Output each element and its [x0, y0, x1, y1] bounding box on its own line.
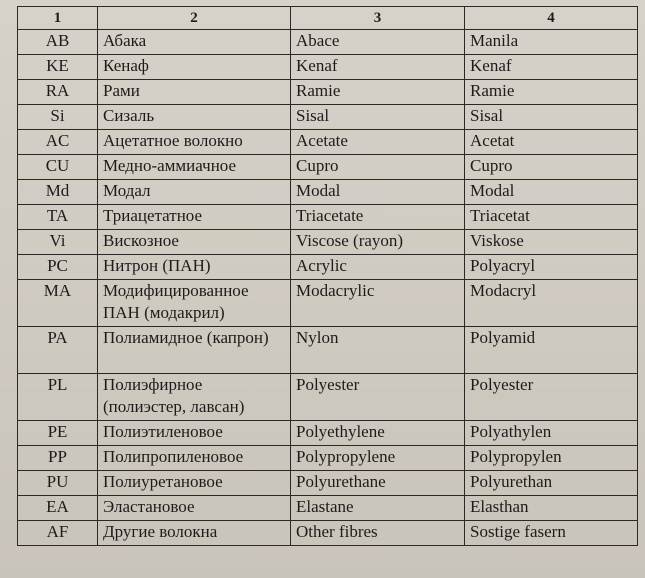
english-name: Modal [291, 180, 465, 205]
german-name: Viskose [465, 230, 638, 255]
russian-name: Рами [98, 80, 291, 105]
table-row [18, 30, 638, 55]
german-name: Kenaf [465, 55, 638, 80]
russian-name: Полиуретановое [98, 471, 291, 496]
fibre-code: MA [18, 280, 98, 327]
russian-name: Модал [98, 180, 291, 205]
table-row [18, 374, 638, 421]
fibre-code: Md [18, 180, 98, 205]
german-name: Triacetat [465, 205, 638, 230]
table-row [18, 496, 638, 521]
english-name: Polyester [291, 374, 465, 421]
german-name: Manila [465, 30, 638, 55]
german-name: Polyurethan [465, 471, 638, 496]
table-body [18, 30, 638, 546]
fibre-code: PC [18, 255, 98, 280]
russian-name: Кенаф [98, 55, 291, 80]
english-name: Acetate [291, 130, 465, 155]
english-name: Elastane [291, 496, 465, 521]
german-name: Elasthan [465, 496, 638, 521]
german-name: Polypropylen [465, 446, 638, 471]
fibre-code: PL [18, 374, 98, 421]
german-name: Polyacryl [465, 255, 638, 280]
english-name: Viscose (rayon) [291, 230, 465, 255]
english-name: Polyethylene [291, 421, 465, 446]
fibre-code: AB [18, 30, 98, 55]
table-row [18, 80, 638, 105]
german-name: Acetat [465, 130, 638, 155]
fibre-code: AF [18, 521, 98, 546]
german-name: Polyathylen [465, 421, 638, 446]
table-row [18, 155, 638, 180]
fibre-code: PA [18, 327, 98, 374]
fibre-code: TA [18, 205, 98, 230]
english-name: Polypropylene [291, 446, 465, 471]
fibre-code: Si [18, 105, 98, 130]
russian-name: Полипропиленовое [98, 446, 291, 471]
fibre-code: KE [18, 55, 98, 80]
english-name: Triacetate [291, 205, 465, 230]
table-row [18, 55, 638, 80]
header-row [18, 7, 638, 30]
fibre-code: EA [18, 496, 98, 521]
russian-name: Полиэфирное (полиэстер, лавсан) [98, 374, 291, 421]
english-name: Sisal [291, 105, 465, 130]
table-row [18, 446, 638, 471]
english-name: Cupro [291, 155, 465, 180]
column-header-1: 1 [18, 7, 98, 30]
english-name: Kenaf [291, 55, 465, 80]
german-name: Modacryl [465, 280, 638, 327]
german-name: Polyester [465, 374, 638, 421]
russian-name: Медно-аммиачное [98, 155, 291, 180]
fibre-codes-table [17, 6, 638, 546]
table-row [18, 471, 638, 496]
fibre-code: PU [18, 471, 98, 496]
german-name: Sisal [465, 105, 638, 130]
russian-name: Сизаль [98, 105, 291, 130]
english-name: Modacrylic [291, 280, 465, 327]
german-name: Sostige fasern [465, 521, 638, 546]
german-name: Modal [465, 180, 638, 205]
russian-name: Модифицированное ПАН (модакрил) [98, 280, 291, 327]
table-row [18, 421, 638, 446]
russian-name: Другие волокна [98, 521, 291, 546]
russian-name: Триацетатное [98, 205, 291, 230]
table-row [18, 205, 638, 230]
german-name: Ramie [465, 80, 638, 105]
column-header-3: 3 [291, 7, 465, 30]
column-header-2: 2 [98, 7, 291, 30]
russian-name: Полиэтиленовое [98, 421, 291, 446]
fibre-code: Vi [18, 230, 98, 255]
german-name: Polyamid [465, 327, 638, 374]
russian-name: Вискозное [98, 230, 291, 255]
russian-name: Нитрон (ПАН) [98, 255, 291, 280]
table-row [18, 105, 638, 130]
fibre-code: PE [18, 421, 98, 446]
table-row [18, 130, 638, 155]
german-name: Cupro [465, 155, 638, 180]
russian-name: Абака [98, 30, 291, 55]
english-name: Other fibres [291, 521, 465, 546]
fibre-code: CU [18, 155, 98, 180]
table-row [18, 327, 638, 374]
english-name: Polyurethane [291, 471, 465, 496]
russian-name: Ацетатное волокно [98, 130, 291, 155]
english-name: Acrylic [291, 255, 465, 280]
table-row [18, 521, 638, 546]
fibre-code: PP [18, 446, 98, 471]
table-row [18, 230, 638, 255]
fibre-code: RA [18, 80, 98, 105]
fibre-code: AC [18, 130, 98, 155]
english-name: Abace [291, 30, 465, 55]
column-header-4: 4 [465, 7, 638, 30]
english-name: Nylon [291, 327, 465, 374]
russian-name: Полиамидное (капрон) [98, 327, 291, 374]
english-name: Ramie [291, 80, 465, 105]
russian-name: Эластановое [98, 496, 291, 521]
table-row [18, 180, 638, 205]
table-row [18, 255, 638, 280]
table-row [18, 280, 638, 327]
